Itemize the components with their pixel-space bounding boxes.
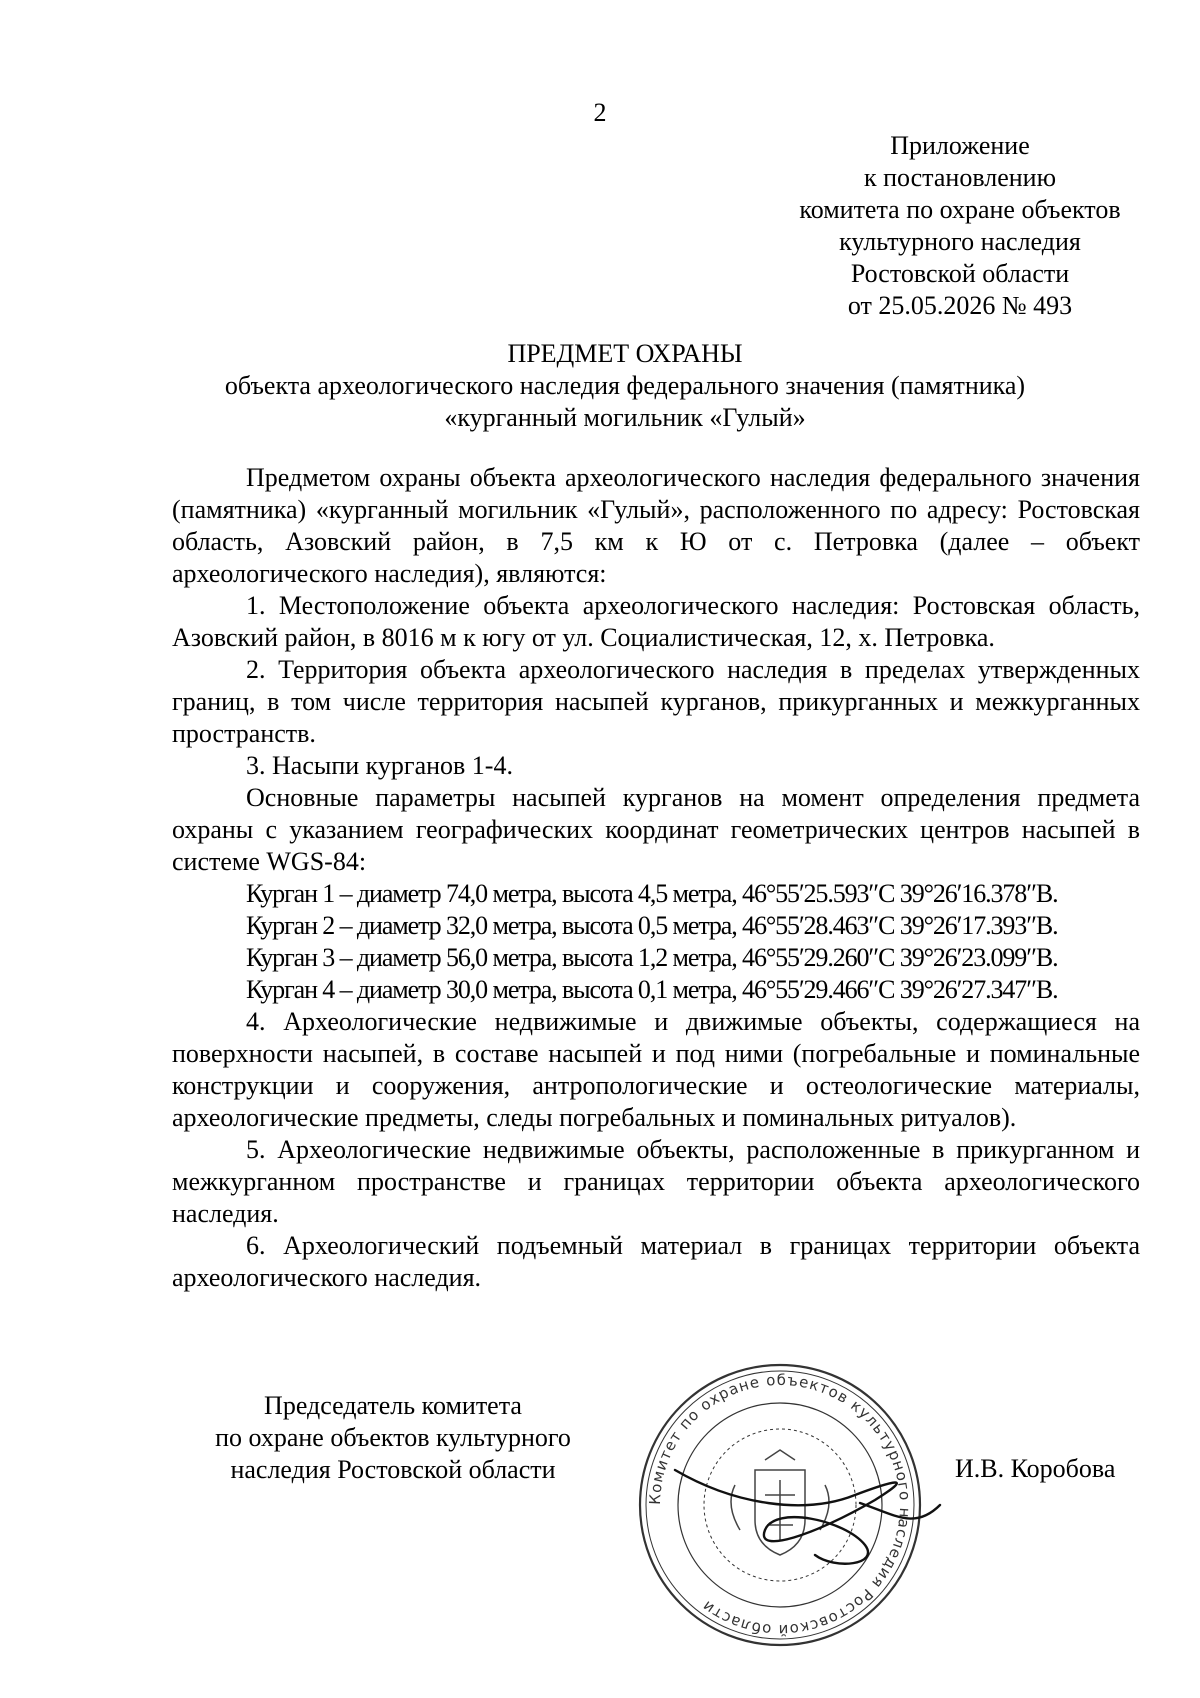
- coat-of-arms-icon: [731, 1450, 829, 1555]
- title-heading: ПРЕДМЕТ ОХРАНЫ: [507, 339, 743, 368]
- kurgan-line: Курган 3 – диаметр 56,0 метра, высота 1,2 метра, 46°55′29.260″С 39°26′23.099″В.: [246, 943, 1058, 972]
- document-body: [172, 462, 1140, 1294]
- title-subtitle: объекта археологического наследия федерального значения (памятника): [224, 371, 1026, 400]
- item-3-paragraph: 3. Насыпи курганов 1-4.: [246, 751, 513, 780]
- page-number: 2: [593, 98, 607, 127]
- appendix-line: комитета по охране объектов: [799, 195, 1121, 224]
- kurgan-line: Курган 4 – диаметр 30,0 метра, высота 0,1 метра, 46°55′29.466″С 39°26′27.347″В.: [246, 975, 1058, 1004]
- item-5-paragraph: 5. Археологические недвижимые объекты, расположенные в прикурганном и межкурганном пространстве и границах территории объекта археологического наследия.: [172, 1135, 1140, 1228]
- kurgan-line: Курган 1 – диаметр 74,0 метра, высота 4,5 метра, 46°55′25.593″С 39°26′16.378″В.: [246, 879, 1058, 908]
- position-line: Председатель комитета: [264, 1391, 522, 1420]
- appendix-line: от 25.05.2026 № 493: [847, 291, 1073, 320]
- appendix-line: к постановлению: [863, 163, 1057, 192]
- signatory-name: И.В. Коробова: [955, 1454, 1116, 1483]
- item-1-paragraph: 1. Местоположение объекта археологического наследия: Ростовская область, Азовский район, в 8016 м к югу от ул. Социалистическая, 12, х. Петровка.: [172, 591, 1140, 652]
- params-paragraph: Основные параметры насыпей курганов на момент определения предмета охраны с указанием географических координат геометрических центров насыпей в системе WGS-84:: [172, 783, 1140, 876]
- document-title: [150, 338, 1100, 434]
- kurgan-line: Курган 2 – диаметр 32,0 метра, высота 0,5 метра, 46°55′28.463″С 39°26′17.393″В.: [246, 911, 1058, 940]
- appendix-line: Приложение: [890, 131, 1030, 160]
- appendix-header: [700, 130, 1200, 322]
- intro-paragraph: Предметом охраны объекта археологического наследия федерального значения (памятника) «курганный могильник «Гулый», расположенного по адресу: Ростовская область, Азовский район, в 7,5 км к Ю от с. Петровка (далее – объект археологического наследия), являются:: [172, 463, 1140, 588]
- seal-ring-text: Комитет по охране объектов культурного наследия Ростовской области: [645, 1370, 915, 1640]
- signatory-position: [178, 1390, 608, 1486]
- official-seal-icon: [615, 1355, 945, 1655]
- item-2-paragraph: 2. Территория объекта археологического наследия в пределах утвержденных границ, в том числе территория насыпей курганов, прикурганных и межкурганных пространств.: [172, 655, 1140, 748]
- position-line: по охране объектов культурного: [215, 1423, 571, 1452]
- item-6-paragraph: 6. Археологический подъемный материал в границах территории объекта археологического наследия.: [172, 1231, 1140, 1292]
- appendix-line: Ростовской области: [850, 259, 1070, 288]
- item-4-paragraph: 4. Археологические недвижимые и движимые объекты, содержащиеся на поверхности насыпей, в составе насыпей и под ними (погребальные и поминальные конструкции и сооружения, антропологические и остеологические материалы, археологические предметы, следы погребальных и поминальных ритуалов).: [172, 1007, 1140, 1132]
- position-line: наследия Ростовской области: [230, 1455, 556, 1484]
- title-object-name: «курганный могильник «Гулый»: [444, 403, 806, 432]
- appendix-line: культурного наследия: [839, 227, 1081, 256]
